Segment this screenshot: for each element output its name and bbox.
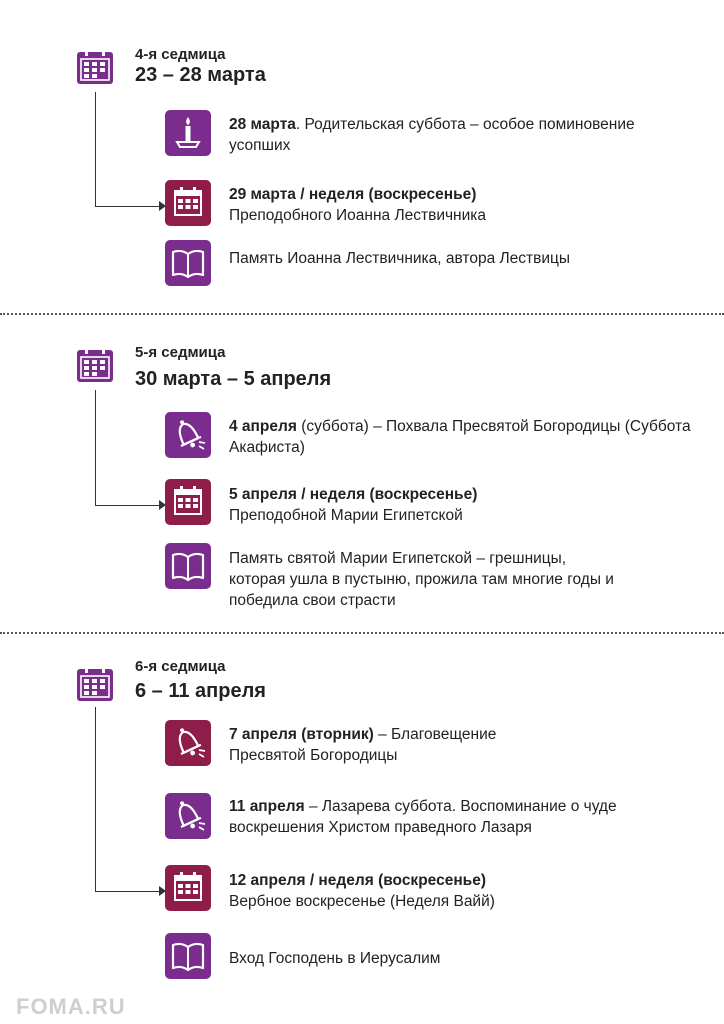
calendar-stack-icon bbox=[72, 44, 118, 90]
bell-icon bbox=[165, 720, 211, 766]
connector-line bbox=[95, 390, 166, 506]
connector-line bbox=[95, 707, 166, 892]
calendar-icon bbox=[165, 180, 211, 226]
dotted-separator bbox=[0, 313, 724, 315]
calendar-stack-icon bbox=[72, 661, 118, 707]
calendar-icon bbox=[165, 865, 211, 911]
bell-icon bbox=[165, 412, 211, 458]
site-logo: FOMA.RU bbox=[16, 994, 126, 1019]
week-dates: 30 марта – 5 апреля bbox=[135, 368, 332, 390]
event-text: 28 марта. Родительская суббота – особое поминовение усопших bbox=[229, 116, 635, 154]
week-label: 5-я седмица bbox=[135, 344, 226, 361]
event-text: Память Иоанна Лествичника, автора Лествицы bbox=[229, 250, 571, 267]
event-text: 7 апреля (вторник) – Благовещение Пресвятой Богородицы bbox=[229, 726, 497, 764]
book-icon bbox=[165, 933, 211, 979]
bell-icon bbox=[165, 793, 211, 839]
event-text: Память святой Марии Египетской – грешницы, которая ушла в пустыню, прожила там многие годы и победила свои страсти bbox=[229, 550, 614, 609]
candle-icon bbox=[165, 110, 211, 156]
connector-line bbox=[95, 92, 166, 207]
week-dates: 23 – 28 марта bbox=[135, 64, 266, 86]
week-label: 6-я седмица bbox=[135, 658, 226, 675]
week-dates: 6 – 11 апреля bbox=[135, 680, 266, 702]
event-text: 5 апреля / неделя (воскресенье) Преподобной Марии Египетской bbox=[229, 486, 478, 524]
calendar-stack-icon bbox=[72, 342, 118, 388]
week-label: 4-я седмица bbox=[135, 46, 226, 63]
dotted-separator bbox=[0, 632, 724, 634]
event-text: 11 апреля – Лазарева суббота. Воспоминание о чуде воскрешения Христом праведного Лазаря bbox=[229, 798, 617, 836]
book-icon bbox=[165, 543, 211, 589]
event-text: Вход Господень в Иерусалим bbox=[229, 950, 441, 967]
event-text: 4 апреля (суббота) – Похвала Пресвятой Богородицы (Суббота Акафиста) bbox=[229, 418, 691, 456]
event-text: 29 марта / неделя (воскресенье) Преподобного Иоанна Лествичника bbox=[229, 186, 487, 224]
calendar-icon bbox=[165, 479, 211, 525]
event-text: 12 апреля / неделя (воскресенье) Вербное воскресенье (Неделя Вайй) bbox=[229, 872, 495, 910]
book-icon bbox=[165, 240, 211, 286]
